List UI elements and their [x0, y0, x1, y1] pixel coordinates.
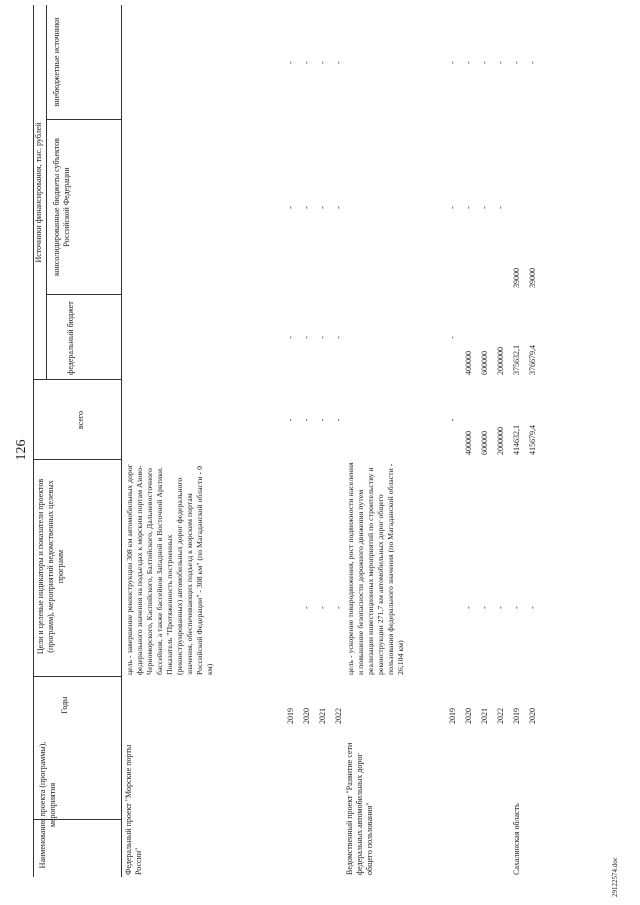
row-goal: - — [512, 606, 521, 609]
row-federal: 376679,4 — [528, 345, 537, 375]
row-offbudget: - — [528, 61, 537, 64]
row-year: 2022 — [334, 708, 343, 724]
row-total: 2000000 — [496, 427, 505, 455]
col-divider — [33, 676, 121, 677]
row-regional: 39000 — [512, 268, 521, 288]
row-offbudget: - — [448, 61, 457, 64]
row-year: 2022 — [496, 708, 505, 724]
row-total: - — [286, 418, 295, 422]
row-offbudget: - — [334, 61, 343, 64]
row-total: - — [302, 418, 311, 422]
row-regional: - — [286, 206, 295, 209]
row-regional: - — [318, 206, 327, 209]
sources-group-rule — [46, 5, 47, 380]
row-federal: - — [302, 336, 311, 339]
row-regional: - — [334, 206, 343, 209]
row-regional: 39000 — [528, 268, 537, 288]
row-total: 415679,4 — [528, 425, 537, 455]
row-year: 2021 — [480, 708, 489, 724]
header-sources-group: Источники финансирования, тыс. рублей — [34, 122, 43, 263]
section-name: Сахалинская область — [512, 803, 521, 875]
section-name: Ведомственный проект "Развитие сети федеральных автомобильных дорог общего пользования" — [345, 742, 374, 875]
row-regional: - — [448, 206, 457, 209]
document-footer: 29122574.doc — [611, 857, 619, 897]
header-offbudget: внебюджетные источники — [52, 17, 61, 107]
row-year: 2020 — [464, 708, 473, 724]
row-federal: 375632,1 — [512, 345, 521, 375]
row-total: - — [318, 418, 327, 422]
row-offbudget: - — [512, 61, 521, 64]
row-regional: - — [464, 206, 473, 209]
header-name: Наименование проекта (программы), мероприятия — [38, 741, 57, 869]
row-year: 2020 — [528, 708, 537, 724]
row-goal: - — [318, 606, 327, 609]
col-divider — [33, 459, 121, 460]
header-total: всего — [76, 411, 85, 430]
row-goal: - — [528, 606, 537, 609]
row-federal: 600000 — [480, 351, 489, 375]
row-goal: - — [496, 606, 505, 609]
row-federal: - — [318, 336, 327, 339]
row-total: - — [334, 418, 343, 422]
row-federal: - — [286, 336, 295, 339]
row-offbudget: - — [496, 61, 505, 64]
col-divider — [46, 294, 121, 295]
row-year: 2019 — [448, 708, 457, 724]
header-federal: федеральный бюджет — [66, 301, 75, 375]
row-year: 2020 — [302, 708, 311, 724]
row-offbudget: - — [286, 61, 295, 64]
row-federal: 2000000 — [496, 347, 505, 375]
section-name: Федеральный проект "Морские порты России" — [124, 744, 143, 875]
header-regional: консолидированные бюджеты субъектов Российской Федерации — [52, 138, 71, 276]
row-total: 414632,1 — [512, 425, 521, 455]
header-years: Годы — [60, 696, 69, 714]
row-year: 2021 — [318, 708, 327, 724]
row-regional: - — [302, 206, 311, 209]
col-divider — [33, 379, 121, 380]
row-offbudget: - — [464, 61, 473, 64]
header-goals: Цели и целевые индикаторы и показатели проектов (программ), мероприятий ведомственных целевых программ — [36, 478, 65, 655]
section-goal: цель - завершение реконструкции 308 км автомобильных дорог федерального значения на подъездах к морским портам Азово-Черноморского, Каспийского, Балтийского, Дальневосточного бассейнов, а также бассейнов Западной и Восточной Арктики. Показатель "Протяженность построенных (реконструированных) автомобильных дорог федерального значения, обеспечивающих подъезд к морским портам Российской Федерации" - 308 км" (по Магаданской области - 0 км) — [125, 464, 214, 675]
row-federal: - — [448, 336, 457, 339]
row-regional: - — [496, 206, 505, 209]
row-regional: - — [480, 206, 489, 209]
row-offbudget: - — [302, 61, 311, 64]
header-bottom-rule — [121, 5, 122, 877]
row-goal: - — [480, 606, 489, 609]
row-total: - — [448, 418, 457, 422]
section-goal: цель - ускорение товародвижения, рост подвижности населения и повышение безопасности дорожного движения путем реализации инвестиционных мероприятий по строительству и реконструкции 271,7 км автомобильных дорог общего пользования федерального значения (по Магаданской области - 26,104 км) — [346, 462, 405, 675]
row-total: 600000 — [480, 431, 489, 455]
row-year: 2019 — [286, 708, 295, 724]
page-number: 126 — [14, 439, 29, 461]
row-year: 2019 — [512, 708, 521, 724]
row-total: 400000 — [464, 431, 473, 455]
row-federal: - — [334, 336, 343, 339]
row-federal: 400000 — [464, 351, 473, 375]
row-offbudget: - — [480, 61, 489, 64]
col-divider — [46, 119, 121, 120]
row-offbudget: - — [318, 61, 327, 64]
row-goal: - — [334, 606, 343, 609]
row-goal: - — [464, 606, 473, 609]
row-goal: - — [302, 606, 311, 609]
